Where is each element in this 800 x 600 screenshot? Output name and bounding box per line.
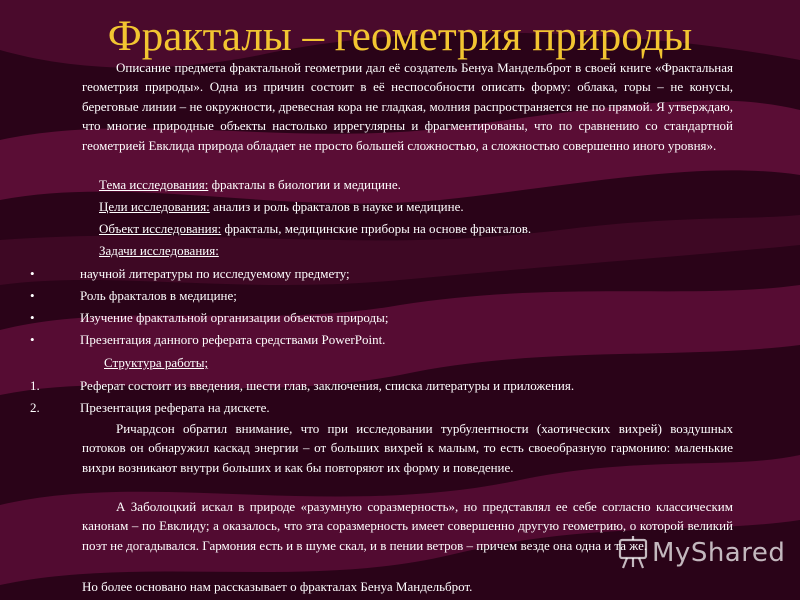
presentation-board-icon	[616, 534, 650, 572]
topic-line	[99, 175, 401, 194]
watermark-text: MyShared	[652, 538, 786, 568]
slide-title: Фракталы – геометрия природы	[107, 13, 693, 60]
structure-label: Структура работы;	[104, 355, 209, 370]
structure-item-text: Презентация реферата на дискете.	[80, 400, 270, 415]
watermark	[616, 534, 786, 574]
richardson-paragraph: Ричардсон обратил внимание, что при исследовании турбулентности (хаотических вихрей) воздушных потоков он обнаружил каскад энергии – от больших вихрей к малым, то есть своеобразную гармонию: маленькие вихри возникают внутри больших и как бы повторяют их форму и поведение.	[82, 421, 733, 475]
list-number: 1.	[30, 378, 40, 393]
goals-line	[99, 197, 464, 216]
task-item-text: Презентация данного реферата средствами PowerPoint.	[80, 332, 386, 347]
list-item	[0, 264, 800, 283]
bullet-icon: •	[30, 266, 35, 281]
bullet-icon: •	[30, 310, 35, 325]
list-item	[0, 398, 800, 417]
topic-text: фракталы в биологии и медицине.	[208, 177, 401, 192]
tasks-heading	[99, 241, 219, 260]
list-item	[0, 308, 800, 327]
list-item	[0, 286, 800, 305]
list-number: 2.	[30, 400, 40, 415]
topic-label: Тема исследования:	[99, 177, 209, 192]
task-item-text: Изучение фрактальной организации объектов природы;	[80, 310, 389, 325]
zabolotsky-paragraph: А Заболоцкий искал в природе «разумную соразмерность», но представлял ее себе согласно классическим канонам – по Евклиду; а оказалось, что эта соразмерность имеет совершенно другую геометрию, о которой великий поэт не догадывался. Гармония есть и в шуме скал, и в пении ветров – причем везде она одна и та же.	[82, 499, 733, 553]
task-item-text: Роль фракталов в медицине;	[80, 288, 237, 303]
structure-item-text: Реферат состоит из введения, шести глав, заключения, списка литературы и приложения.	[80, 378, 575, 393]
object-line	[99, 219, 531, 238]
object-text: фракталы, медицинские приборы на основе фракталов.	[221, 221, 532, 236]
tasks-label: Задачи исследования:	[99, 243, 219, 258]
list-item	[0, 376, 800, 395]
intro-paragraph: Описание предмета фрактальной геометрии дал её создатель Бенуа Мандельброт в своей книге «Фрактальная геометрия природы». Одна из причин состоит в её неспособности описать форму: облака, горы – не конусы, береговые линии – не окружности, древесная кора не гладкая, молния распространяется не по прямой. Я утверждаю, что многие природные объекты настолько иррегулярны и фрагментированы, что по сравнению со стандартной геометрией Евклида природа обладает не просто большей сложностью, а сложностью совершенно иного уровня».	[82, 60, 733, 153]
closing-line: Но более основано нам рассказывает о фракталах Бенуа Мандельброт.	[82, 579, 473, 594]
bullet-icon: •	[30, 288, 35, 303]
structure-heading	[104, 353, 208, 372]
list-item	[0, 330, 800, 349]
goals-label: Цели исследования:	[99, 199, 210, 214]
bullet-icon: •	[30, 332, 35, 347]
goals-text: анализ и роль фракталов в науке и медицине.	[209, 199, 464, 214]
task-item-text: научной литературы по исследуемому предмету;	[80, 266, 350, 281]
object-label: Объект исследования:	[99, 221, 222, 236]
